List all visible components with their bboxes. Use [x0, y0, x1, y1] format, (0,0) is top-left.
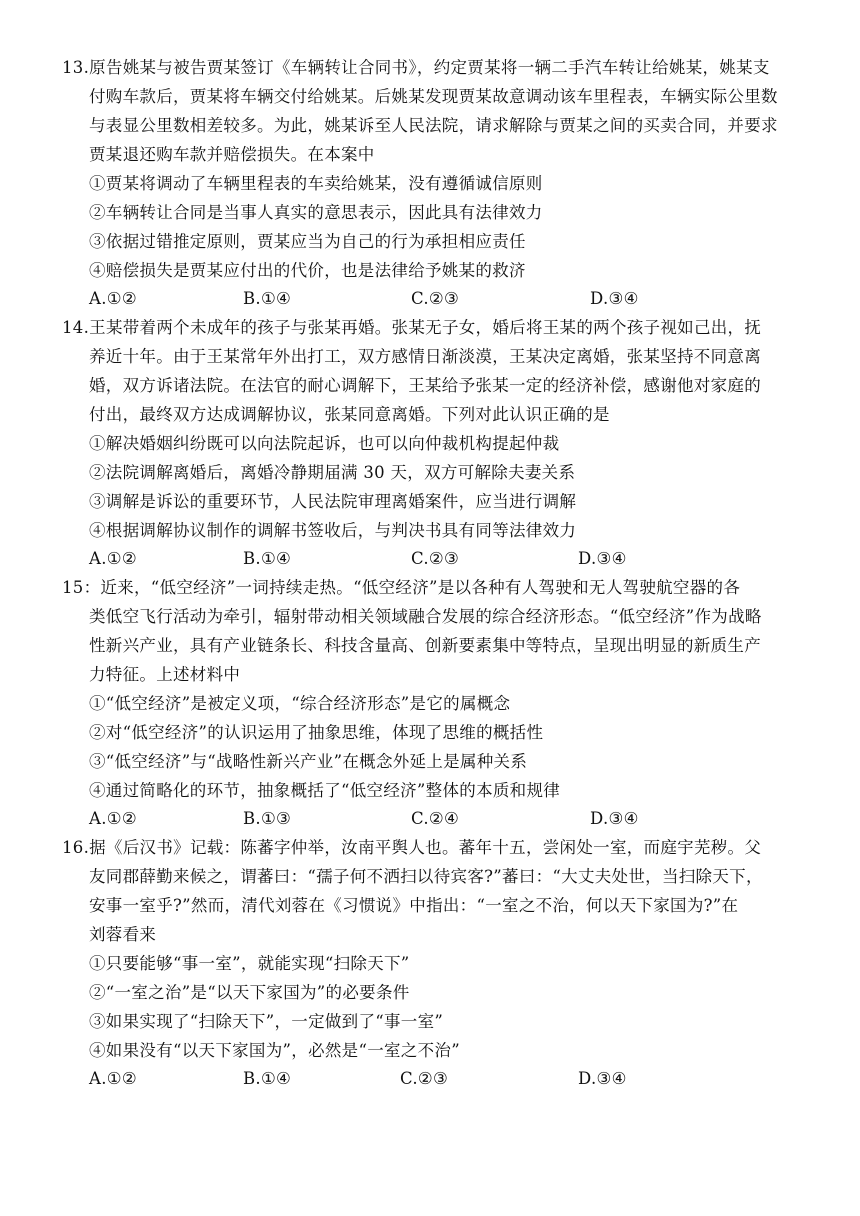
option-c: C.②③ [411, 549, 460, 568]
statement-4: ④根据调解协议制作的调解书签收后，与判决书具有同等法律效力 [89, 521, 577, 540]
statement-4: ④赔偿损失是贾某应付出的代价，也是法律给予姚某的救济 [89, 261, 526, 280]
option-c: C.②④ [411, 809, 460, 828]
statement-3: ③如果实现了“扫除天下”，一定做到了“事一室” [89, 1012, 444, 1031]
question-stem-line: 婚，双方诉诸法院。在法官的耐心调解下，王某给予张某一定的经济补偿，感谢他对家庭的 [89, 376, 761, 395]
question-stem-line: 力特征。上述材料中 [89, 665, 241, 684]
option-c: C.②③ [411, 289, 460, 308]
option-a: A.①② [89, 289, 137, 308]
statement-1: ①只要能够“事一室”，就能实现“扫除天下” [89, 954, 410, 973]
option-b: B.①④ [243, 1069, 292, 1088]
question-stem-line: 类低空飞行活动为牵引，辐射带动相关领域融合发展的综合经济形态。“低空经济”作为战略 [89, 607, 762, 626]
question-stem-line: 刘蓉看来 [89, 925, 157, 944]
question-stem-line: 13.原告姚某与被告贾某签订《车辆转让合同书》，约定贾某将一辆二手汽车转让给姚某，姚某支 [62, 58, 770, 77]
statement-3: ③“低空经济”与“战略性新兴产业”在概念外延上是属种关系 [89, 752, 528, 771]
option-b: B.①③ [243, 809, 292, 828]
statement-3: ③依据过错推定原则，贾某应当为自己的行为承担相应责任 [89, 232, 526, 251]
option-d: D.③④ [578, 1069, 627, 1088]
statement-1: ①“低空经济”是被定义项，“综合经济形态”是它的属概念 [89, 694, 511, 713]
question-stem-line: 付购车款后，贾某将车辆交付给姚某。后姚某发现贾某故意调动该车里程表，车辆实际公里数 [89, 87, 778, 106]
question-stem-line: 性新兴产业，具有产业链条长、科技含量高、创新要素集中等特点，呈现出明显的新质生产 [89, 636, 761, 655]
question-stem-line: 养近十年。由于王某常年外出打工，双方感情日渐淡漠，王某决定离婚，张某坚持不同意离 [89, 347, 761, 366]
statement-2: ②“一室之治”是“以天下家国为”的必要条件 [89, 983, 410, 1002]
question-stem-line: 16.据《后汉书》记载：陈蕃字仲举，汝南平舆人也。蕃年十五，尝闲处一室，而庭宇芜秽。父 [62, 838, 762, 857]
option-a: A.①② [89, 1069, 137, 1088]
option-b: B.①④ [243, 289, 292, 308]
question-stem-line: 15：近来，“低空经济”一词持续走热。“低空经济”是以各种有人驾驶和无人驾驶航空器的各 [62, 578, 741, 597]
option-d: D.③④ [590, 809, 639, 828]
option-a: A.①② [89, 809, 137, 828]
question-stem-line: 付出，最终双方达成调解协议，张某同意离婚。下列对此认识正确的是 [89, 405, 610, 424]
statement-2: ②对“低空经济”的认识运用了抽象思维，体现了思维的概括性 [89, 723, 544, 742]
question-stem-line: 安事一室乎?”然而，清代刘蓉在《习惯说》中指出：“一室之不治，何以天下家国为?”在 [89, 896, 739, 915]
option-b: B.①④ [243, 549, 292, 568]
question-stem-line: 14.王某带着两个未成年的孩子与张某再婚。张某无子女，婚后将王某的两个孩子视如己出，抚 [62, 318, 762, 337]
option-a: A.①② [89, 549, 137, 568]
question-stem-line: 友同郡薛勤来候之，谓蕃曰：“孺子何不洒扫以待宾客?”蕃曰：“大丈夫处世，当扫除天下， [89, 867, 763, 886]
question-stem-line: 贾某退还购车款并赔偿损失。在本案中 [89, 145, 375, 164]
statement-2: ②法院调解离婚后，离婚冷静期届满 30 天，双方可解除夫妻关系 [89, 463, 576, 482]
option-d: D.③④ [578, 549, 627, 568]
statement-1: ①解决婚姻纠纷既可以向法院起诉，也可以向仲裁机构提起仲裁 [89, 434, 560, 453]
option-d: D.③④ [590, 289, 639, 308]
statement-4: ④如果没有“以天下家国为”，必然是“一室之不治” [89, 1041, 460, 1060]
statement-1: ①贾某将调动了车辆里程表的车卖给姚某，没有遵循诚信原则 [89, 174, 543, 193]
statement-3: ③调解是诉讼的重要环节，人民法院审理离婚案件，应当进行调解 [89, 492, 577, 511]
statement-4: ④通过简略化的环节，抽象概括了“低空经济”整体的本质和规律 [89, 781, 561, 800]
question-stem-line: 与表显公里数相差较多。为此，姚某诉至人民法院，请求解除与贾某之间的买卖合同，并要求 [89, 116, 778, 135]
option-c: C.②③ [400, 1069, 449, 1088]
statement-2: ②车辆转让合同是当事人真实的意思表示，因此具有法律效力 [89, 203, 543, 222]
